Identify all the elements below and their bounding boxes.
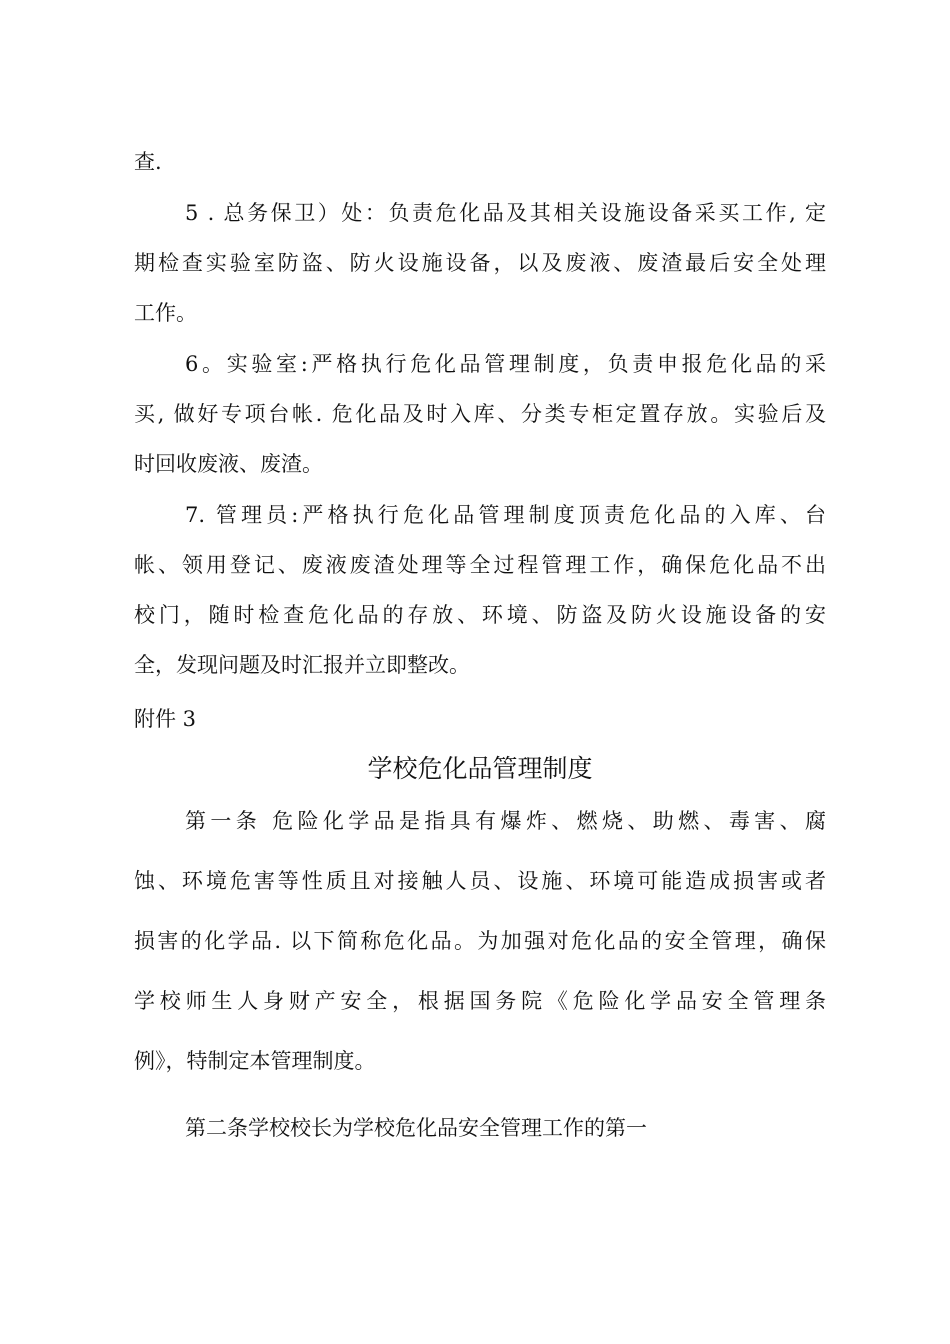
text-line: 买, 做好专项台帐. 危化品及时入库、分类专柜定置存放。实验后及 <box>134 402 826 426</box>
section-title: 学校危化品管理制度 <box>367 754 593 783</box>
text-line: 第二条学校校长为学校危化品安全管理工作的第一 <box>185 1116 647 1140</box>
text-line: 7. 管理员:严格执行危化品管理制度顶责危化品的入库、台 <box>185 503 826 527</box>
text-line: 学校师生人身财产安全，根据国务院《危险化学品安全管理条 <box>134 989 826 1013</box>
text-line: 期检查实验室防盗、防火设施设备，以及废液、废渣最后安全处理 <box>134 251 826 275</box>
text-line: 校门，随时检查危化品的存放、环境、防盗及防火设施设备的安 <box>134 603 826 627</box>
text-line: 查. <box>134 150 162 174</box>
text-line: 6。实验室:严格执行危化品管理制度，负责申报危化品的采 <box>185 352 826 376</box>
text-line: 5 . 总务保卫）处：负责危化品及其相关设施设备采买工作, 定 <box>185 201 826 225</box>
text-line: 例》，特制定本管理制度。 <box>134 1049 376 1073</box>
text-line: 时回收废液、废渣。 <box>134 452 323 476</box>
attachment-label: 附件 3 <box>134 707 197 731</box>
text-line: 全，发现问题及时汇报并立即整改。 <box>134 653 470 677</box>
text-line: 第一条 危险化学品是指具有爆炸、燃烧、助燃、毒害、腐 <box>185 809 826 833</box>
text-line: 工作。 <box>134 301 197 325</box>
text-line: 蚀、环境危害等性质且对接触人员、设施、环境可能造成损害或者 <box>134 869 826 893</box>
text-line: 损害的化学品. 以下简称危化品。为加强对危化品的安全管理，确保 <box>134 929 826 953</box>
text-line: 帐、领用登记、废液废渣处理等全过程管理工作，确保危化品不出 <box>134 553 826 577</box>
